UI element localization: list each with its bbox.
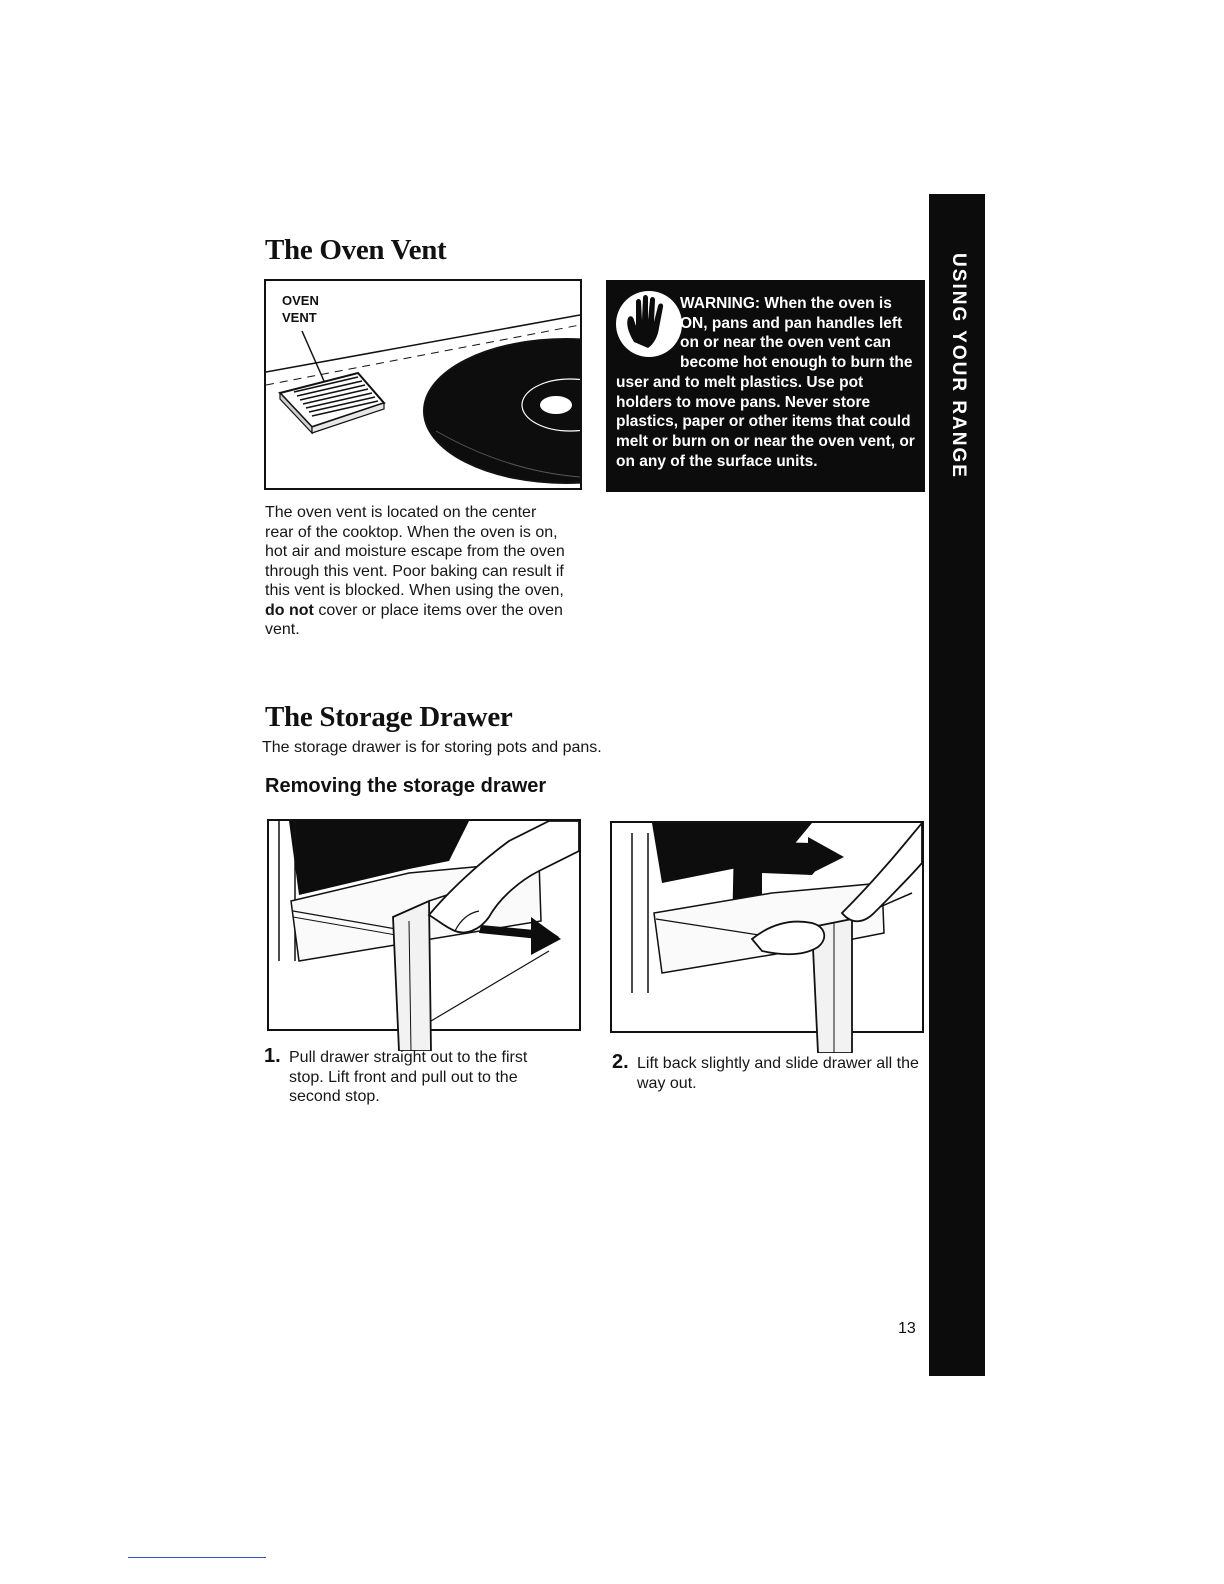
oven-vent-description-text-end: cover or place items over the oven vent. bbox=[265, 601, 563, 638]
oven-vent-figure bbox=[264, 279, 582, 490]
step-1-number: 1. bbox=[264, 1045, 281, 1067]
removing-drawer-subheading: Removing the storage drawer bbox=[265, 775, 547, 797]
step-2-number: 2. bbox=[612, 1051, 629, 1073]
drawer-step-2-figure bbox=[610, 821, 924, 1033]
side-tab-label: USING YOUR RANGE bbox=[948, 253, 969, 479]
drawer-lift-illustration bbox=[612, 823, 922, 1053]
bottom-rule bbox=[128, 1557, 266, 1558]
drawer-pull-illustration bbox=[269, 821, 579, 1051]
step-2-text: Lift back slightly and slide drawer all the way out. bbox=[637, 1055, 919, 1092]
oven-vent-illustration bbox=[266, 281, 580, 488]
oven-vent-figure-label-1: OVEN bbox=[282, 293, 319, 308]
oven-vent-description-text: The oven vent is located on the center rear of the cooktop. When the oven is on, hot air and moisture escape from the oven through this vent. Poor baking can result if this vent is blocked. When using the oven, bbox=[265, 504, 565, 599]
storage-drawer-intro: The storage drawer is for storing pots and pans. bbox=[262, 739, 602, 756]
warning-box bbox=[606, 280, 925, 492]
oven-vent-figure-label-2: VENT bbox=[282, 310, 317, 325]
warning-text: WARNING: When the oven is ON, pans and pan handles left on or near the oven vent can become hot enough to burn the user and to melt plastics. Use pot holders to move pans. Never store plastics, paper or other items that could melt or burn on or near the oven vent, or on any of the surface units. bbox=[616, 295, 915, 470]
storage-drawer-title: The Storage Drawer bbox=[265, 701, 513, 733]
vent-grille bbox=[280, 373, 384, 433]
surface-unit bbox=[424, 339, 580, 483]
oven-vent-title: The Oven Vent bbox=[265, 234, 447, 266]
page-number: 13 bbox=[898, 1320, 916, 1337]
oven-vent-description bbox=[265, 503, 565, 640]
step-1-text: Pull drawer straight out to the first stop. Lift front and pull out to the second stop. bbox=[289, 1049, 528, 1105]
drawer-step-1-figure bbox=[267, 819, 581, 1031]
oven-vent-description-emphasis: do not bbox=[265, 601, 314, 619]
